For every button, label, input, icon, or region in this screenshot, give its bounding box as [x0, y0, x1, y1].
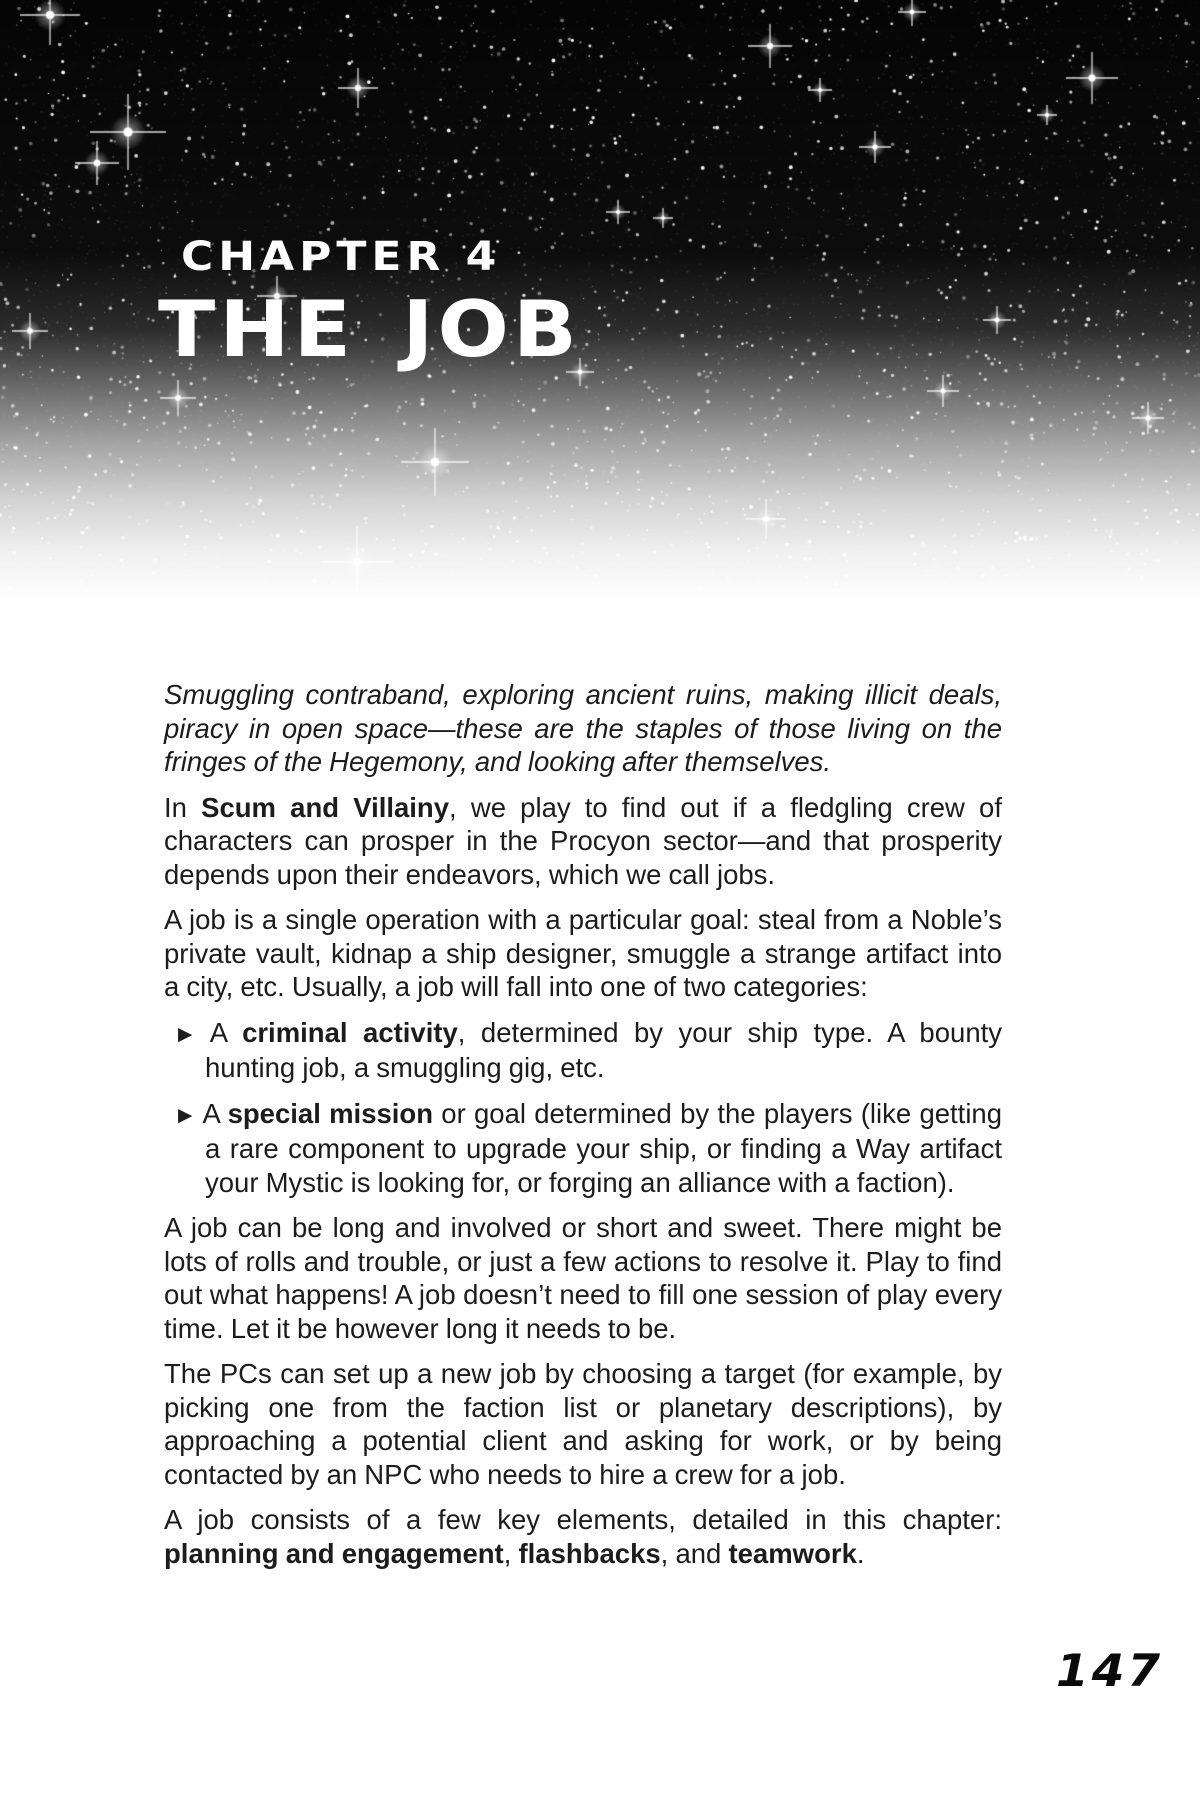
- bullet-item: ▶ A criminal activity, determined by your ship type. A bounty hunting job, a smuggling gig, etc.: [178, 1016, 1002, 1083]
- paragraph: A job is a single operation with a particular goal: steal from a Noble’s private vault, kidnap a ship designer, smuggle a strange artifact into a city, etc. Usually, a job will fall into one of two categories:: [164, 904, 1002, 1002]
- paragraph: Smuggling contraband, exploring ancient ruins, making illicit deals, piracy in open space—these are the staples of those living on the fringes of the Hegemony, and looking after themselves.: [164, 679, 1002, 777]
- paragraph: A job can be long and involved or short and sweet. There might be lots of rolls and trouble, or just a few actions to resolve it. Play to find out what happens! A job doesn’t need to fill one session of play every time. Let it be however long it needs to be.: [164, 1212, 1002, 1344]
- paragraph: In Scum and Villainy, we play to find out if a fledgling crew of characters can prosper in the Procyon sector—and that prosperity depends upon their endeavors, which we call jobs.: [164, 791, 1002, 890]
- bullet-item: ▶ A special mission or goal determined by the players (like getting a rare component to upgrade your ship, or finding a Way artifact your Mystic is looking for, or forging an alliance with a faction).: [178, 1097, 1003, 1198]
- chapter-label: CHAPTER 4: [181, 233, 502, 281]
- body-text: [164, 678, 1002, 1582]
- paragraph: A job consists of a few key elements, detailed in this chapter: planning and engagement, flashbacks, and teamwork.: [164, 1504, 1002, 1569]
- bullet-triangle-icon: ▶: [178, 1023, 201, 1045]
- page-title: THE JOB: [158, 284, 581, 375]
- page-number: 147: [1056, 1645, 1164, 1698]
- bullet-triangle-icon: ▶: [178, 1104, 194, 1126]
- paragraph: The PCs can set up a new job by choosing a target (for example, by picking one from the faction list or planetary descriptions), by approaching a potential client and asking for work, or by being contacted by an NPC who needs to hire a crew for a job.: [164, 1358, 1002, 1490]
